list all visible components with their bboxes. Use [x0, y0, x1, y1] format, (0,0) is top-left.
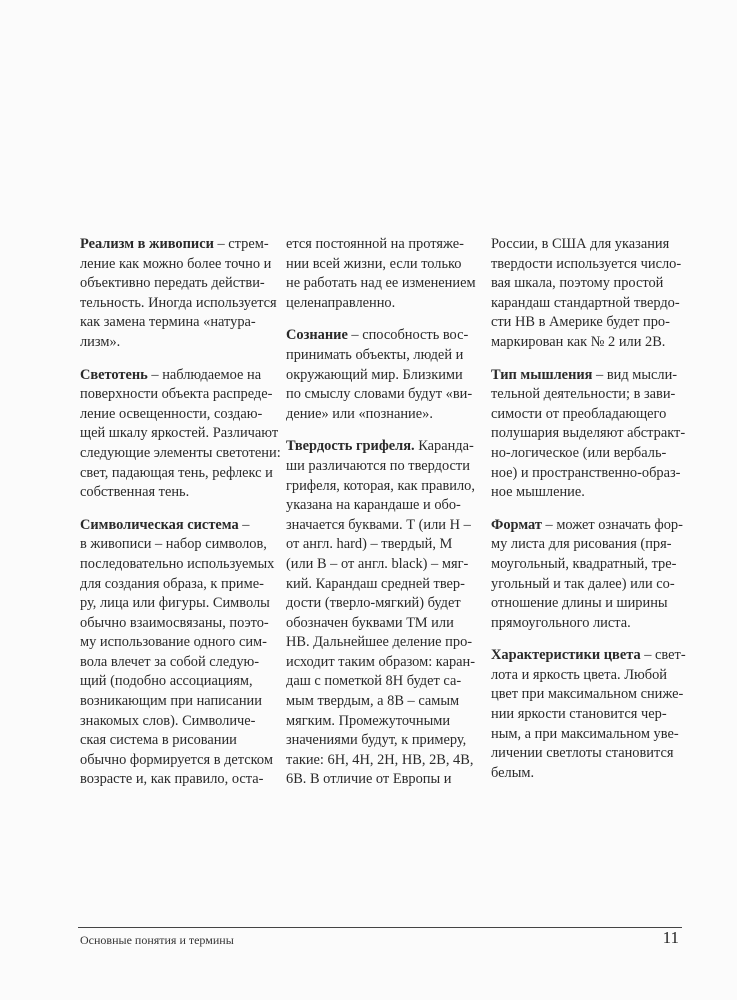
entry-line	[491, 744, 681, 764]
glossary-term: Характеристики цвета	[491, 647, 641, 664]
definition-text: –	[238, 516, 250, 533]
entry-line	[286, 751, 476, 771]
entry-line	[491, 235, 681, 255]
definition-text: от англ. hard) – твердый, М	[286, 536, 453, 553]
definition-text: но-логическое (или вербаль-	[491, 444, 667, 461]
definition-text: как замена термина «натура-	[80, 314, 256, 331]
definition-text: угольный и так далее) или со-	[491, 575, 675, 592]
entry-line	[491, 764, 681, 784]
text-column-3	[491, 235, 686, 796]
definition-text: – наблюдаемое на	[147, 366, 262, 383]
definition-text: лизм».	[80, 333, 121, 350]
definition-text: тельность. Иногда используется	[80, 294, 277, 311]
definition-text: нии яркости становится чер-	[491, 706, 667, 723]
entry-line	[286, 535, 476, 555]
definition-text: знакомых слов). Символиче-	[80, 712, 256, 729]
definition-text: исходит таким образом: каран-	[286, 653, 476, 670]
entry-line	[286, 255, 476, 275]
entry-line	[491, 313, 681, 333]
definition-text: отношение длины и ширины	[491, 595, 668, 612]
definition-text: дение» или «познание».	[286, 405, 433, 422]
glossary-entry	[286, 326, 476, 424]
definition-text: последовательно используемых	[80, 555, 275, 572]
definition-text: му использование одного сим-	[80, 634, 267, 651]
definition-text: цвет при максимальном сниже-	[491, 686, 684, 703]
entry-line	[491, 483, 681, 503]
entry-line	[286, 516, 476, 536]
glossary-entry	[491, 366, 686, 503]
glossary-entry	[286, 437, 476, 790]
entry-line	[80, 444, 281, 464]
entry-line	[491, 594, 681, 614]
glossary-term: Реализм в живописи	[80, 236, 214, 252]
entry-line	[80, 255, 270, 275]
definition-text: ное мышление.	[491, 484, 585, 501]
definition-text: 6В. В отличие от Европы и	[286, 771, 452, 788]
definition-text: карандаш стандартной твердо-	[491, 294, 680, 311]
entry-line	[80, 575, 270, 595]
definition-text: щей шкалу яркостей. Различают	[80, 425, 279, 442]
entry-line	[286, 366, 476, 386]
entry-line	[286, 274, 476, 294]
entry-line	[491, 555, 681, 575]
definition-text: возрасте и, как правило, оста-	[80, 771, 264, 788]
definition-text: тельной деятельности; в зави-	[491, 386, 676, 403]
definition-text: вола влечет за собой следую-	[80, 653, 260, 670]
entry-line	[491, 333, 681, 353]
entry-line	[491, 444, 681, 464]
entry-line	[286, 614, 476, 634]
entry-line	[80, 555, 275, 575]
entry-line	[491, 424, 686, 444]
definition-text: такие: 6Н, 4Н, 2Н, НВ, 2В, 4В,	[286, 751, 474, 768]
entry-line	[80, 614, 270, 634]
glossary-entry	[491, 235, 681, 353]
entry-line	[491, 575, 681, 595]
entry-line	[80, 751, 273, 771]
definition-text: ши различаются по твердости	[286, 457, 470, 474]
definition-text: симости от преобладающего	[491, 405, 667, 422]
definition-text: ление освещенности, создаю-	[80, 405, 263, 422]
entry-line	[286, 653, 476, 673]
definition-text: по смыслу словами будут «ви-	[286, 386, 473, 403]
entry-line	[286, 496, 476, 516]
entry-line	[286, 385, 476, 405]
entry-line	[80, 366, 270, 386]
definition-text: свет, падающая тень, рефлекс и	[80, 464, 273, 481]
definition-text: – может означать фор-	[541, 516, 683, 533]
glossary-entry	[80, 516, 275, 790]
definition-text: сти НВ в Америке будет про-	[491, 314, 670, 331]
entry-line	[491, 255, 681, 275]
definition-text: указана на карандаше и обо-	[286, 497, 461, 514]
entry-line	[286, 346, 476, 366]
entry-line	[80, 770, 270, 790]
definition-text: ется постоянной на протяже-	[286, 236, 464, 252]
definition-text: обычно формируется в детском	[80, 751, 273, 768]
entry-line	[80, 535, 270, 555]
entry-line	[286, 692, 476, 712]
entry-line	[80, 672, 270, 692]
glossary-entry	[80, 235, 277, 353]
entry-line	[80, 464, 273, 484]
definition-text: Каранда-	[414, 438, 474, 455]
definition-text: личении светлоты становится	[491, 745, 674, 762]
entry-line	[286, 672, 476, 692]
entry-line	[80, 692, 270, 712]
definition-text: прямоугольного листа.	[491, 614, 631, 631]
definition-text: принимать объекты, людей и	[286, 346, 464, 363]
entry-line	[286, 731, 476, 751]
entry-line	[491, 535, 681, 555]
entry-line	[80, 313, 270, 333]
running-footer-title: Основные понятия и термины	[80, 933, 234, 947]
definition-text: значается буквами. Т (или Н –	[286, 516, 471, 533]
definition-text: значениями будут, к примеру,	[286, 732, 467, 749]
glossary-term: Твердость грифеля.	[286, 438, 415, 455]
glossary-term: Светотень	[80, 366, 148, 383]
entry-line	[80, 633, 270, 653]
entry-line	[80, 483, 270, 503]
entry-line	[80, 594, 270, 614]
definition-text: обычно взаимосвязаны, поэто-	[80, 614, 269, 631]
definition-text: маркирован как № 2 или 2В.	[491, 333, 666, 350]
definition-text: ным, а при максимальном уве-	[491, 725, 679, 742]
definition-text: кий. Карандаш средней твер-	[286, 575, 465, 592]
glossary-term: Тип мышления	[491, 366, 593, 383]
definition-text: ление как можно более точно и	[80, 255, 272, 272]
entry-line	[80, 731, 270, 751]
glossary-entry	[286, 235, 476, 313]
entry-line	[491, 685, 684, 705]
definition-text: – стрем-	[213, 236, 269, 252]
definition-text: обозначен буквами ТМ или	[286, 614, 454, 631]
entry-line	[286, 437, 476, 457]
entry-line	[286, 457, 476, 477]
definition-text: мым твердым, а 8В – самым	[286, 693, 460, 710]
definition-text: моугольный, квадратный, тре-	[491, 555, 677, 572]
glossary-entry	[80, 366, 281, 503]
definition-text: окружающий мир. Близкими	[286, 366, 463, 383]
definition-text: для создания образа, к приме-	[80, 575, 264, 592]
definition-text: твердости используется число-	[491, 255, 682, 272]
glossary-entry	[491, 646, 686, 783]
definition-text: даш с пометкой 8Н будет са-	[286, 673, 462, 690]
glossary-term: Сознание	[286, 327, 348, 344]
text-column-1	[80, 235, 281, 803]
entry-line	[80, 712, 270, 732]
entry-line	[80, 333, 270, 353]
entry-line	[286, 235, 476, 255]
definition-text: нии всей жизни, если только	[286, 255, 462, 272]
entry-line	[491, 366, 681, 386]
entry-line	[286, 770, 476, 790]
definition-text: грифеля, которая, как правило,	[286, 477, 475, 494]
definition-text: ру, лица или фигуры. Символы	[80, 595, 270, 612]
definition-text: (или В – от англ. black) – мяг-	[286, 555, 469, 572]
definition-text: НВ. Дальнейшее деление про-	[286, 634, 473, 651]
definition-text: России, в США для указания	[491, 236, 670, 252]
entry-line	[491, 516, 681, 536]
entry-line	[286, 326, 476, 346]
entry-line	[80, 405, 270, 425]
entry-line	[491, 464, 681, 484]
entry-line	[80, 385, 273, 405]
entry-line	[286, 633, 476, 653]
entry-line	[491, 294, 681, 314]
entry-line	[286, 712, 476, 732]
definition-text: дости (тверло-мягкий) будет	[286, 595, 461, 612]
definition-text: вая шкала, поэтому простой	[491, 275, 664, 292]
entry-line	[491, 646, 686, 666]
definition-text: – свет-	[640, 647, 686, 664]
entry-line	[80, 294, 277, 314]
entry-line	[286, 555, 476, 575]
definition-text: целенаправленно.	[286, 294, 396, 311]
definition-text: лота и яркость цвета. Любой	[491, 666, 667, 683]
definition-text: собственная тень.	[80, 484, 190, 501]
entry-line	[491, 705, 681, 725]
entry-line	[286, 294, 476, 314]
text-column-2	[286, 235, 476, 803]
definition-text: мягким. Промежуточными	[286, 712, 451, 729]
definition-text: щий (подобно ассоциациям,	[80, 673, 253, 690]
definition-text: му листа для рисования (пря-	[491, 536, 672, 553]
entry-line	[491, 614, 681, 634]
definition-text: объективно передать действи-	[80, 275, 265, 292]
definition-text: белым.	[491, 764, 535, 781]
definition-text: – способность вос-	[347, 327, 469, 344]
entry-line	[286, 594, 476, 614]
definition-text: поверхности объекта распреде-	[80, 386, 273, 403]
entry-line	[491, 725, 681, 745]
definition-text: не работать над ее изменением	[286, 275, 476, 292]
page-number: 11	[662, 928, 679, 947]
entry-line	[80, 235, 270, 255]
definition-text: возникающим при написании	[80, 693, 262, 710]
definition-text: полушария выделяют абстракт-	[491, 425, 686, 442]
entry-line	[80, 424, 279, 444]
entry-line	[286, 405, 476, 425]
entry-line	[491, 405, 681, 425]
glossary-entry	[491, 516, 681, 634]
entry-line	[491, 274, 681, 294]
entry-line	[80, 653, 270, 673]
entry-line	[80, 516, 270, 536]
definition-text: следующие элементы светотени:	[80, 444, 281, 461]
glossary-term: Символическая система	[80, 516, 239, 533]
definition-text: ская система в рисовании	[80, 732, 237, 749]
glossary-term: Формат	[491, 516, 542, 533]
entry-line	[491, 666, 681, 686]
entry-line	[286, 477, 476, 497]
entry-line	[491, 385, 681, 405]
definition-text: – вид мысли-	[592, 366, 678, 383]
footer-divider	[78, 927, 682, 928]
entry-line	[286, 575, 476, 595]
definition-text: ное) и пространственно-образ-	[491, 464, 681, 481]
entry-line	[80, 274, 270, 294]
definition-text: в живописи – набор символов,	[80, 536, 267, 553]
